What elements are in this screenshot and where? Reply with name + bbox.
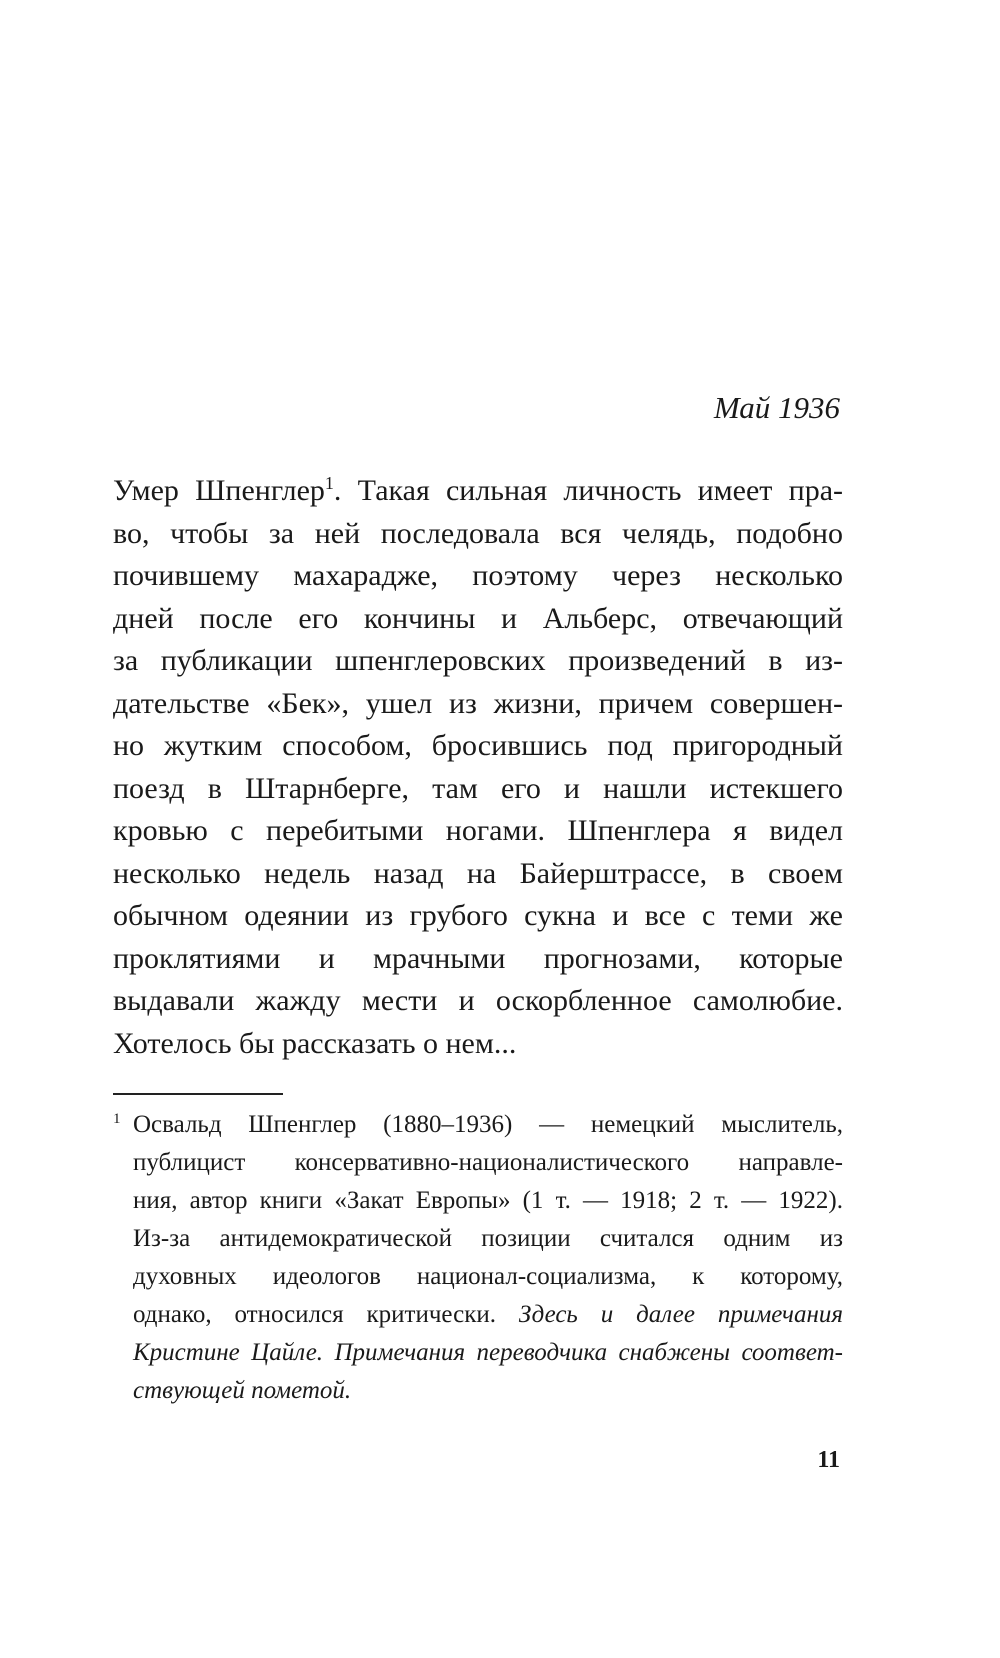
footnote-divider [113,1093,283,1095]
body-line: несколько недель назад на Байерштрассе, в своем [113,856,843,890]
body-line: выдавали жажду мести и оскорбленное самолюбие. [113,984,843,1017]
entry-date-heading: Май 1936 [713,390,840,425]
body-line: Умер Шпенглер$^1$. Такая сильная личность имеет пра- [113,473,843,507]
footnote-line: духовных идеологов национал-социализма, к которому, [133,1263,843,1290]
footnote-mark: 1 [113,1111,121,1127]
footnote-line: Из-за антидемократической позиции считался одним из [133,1225,843,1252]
body-line: но жутким способом, бросившись под пригородный [113,729,843,762]
body-text [113,470,843,1065]
footnote-line: 1 Освальд Шпенглер (1880–1936) — немецкий мыслитель, [113,1106,843,1144]
body-line: почившему махарадже, поэтому через несколько [113,559,843,592]
body-line: за публикации шпенглеровских произведений в из- [113,644,843,677]
footnote [113,1106,843,1410]
footnote-ref[interactable]: 1 [324,473,334,493]
body-line: Хотелось бы рассказать о нем... [113,1026,517,1060]
body-line: дательстве «Бек», ушел из жизни, причем совершен- [113,686,843,720]
body-line: обычном одеянии из грубого сукна и все с теми же [113,899,843,932]
footnote-line: публицист консервативно-националистического направле- [133,1149,843,1176]
footnote-line: Кристине Цайле. Примечания переводчика снабжены соответ- [133,1339,843,1366]
body-line: дней после его кончины и Альберс, отвечающий [113,601,843,635]
body-line: поезд в Штарнберге, там его и нашли истекшего [113,771,843,805]
footnote-line: ния, автор книги «Закат Европы» (1 т. — 1918; 2 т. — 1922). [133,1187,843,1214]
footnote-line: однако, относился критически. Здесь и далее примечания [133,1301,843,1328]
body-line: кровью с перебитыми ногами. Шпенглера я видел [113,814,843,847]
page-number: 11 [817,1447,840,1473]
body-line: проклятиями и мрачными прогнозами, которые [113,941,843,975]
footnote-line: ствующей пометой. [133,1377,352,1404]
body-line: во, чтобы за ней последовала вся челядь, подобно [113,516,843,550]
